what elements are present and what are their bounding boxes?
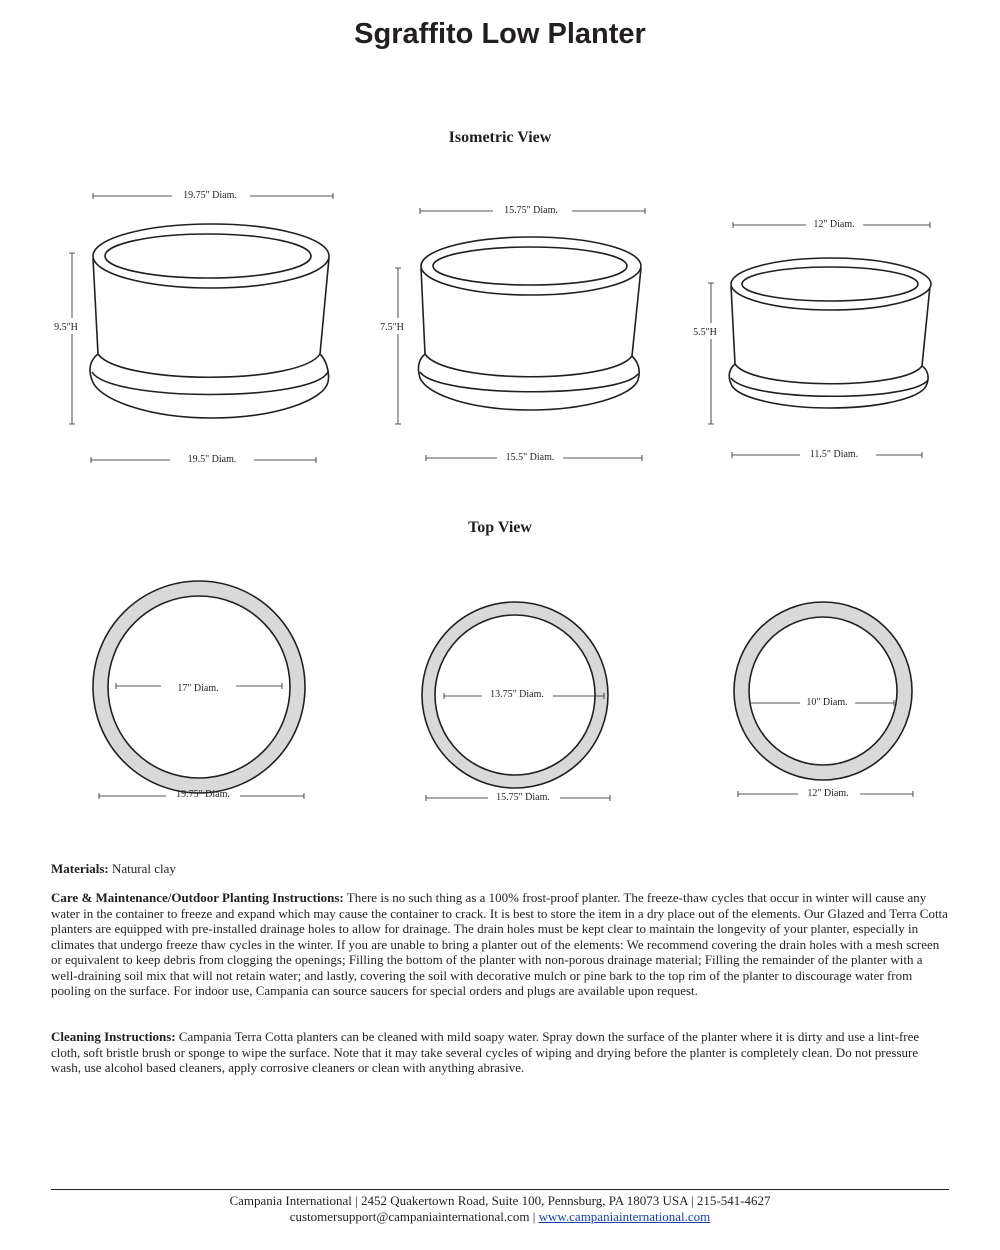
care-label: Care & Maintenance/Outdoor Planting Instructions: [51, 890, 344, 905]
isometric-planter-medium [418, 237, 641, 410]
top-medium-inner-diameter: 13.75" Diam. [490, 689, 544, 700]
isometric-planter-large [90, 224, 329, 418]
isometric-planter-small [729, 258, 931, 408]
top-large-inner-diameter: 17" Diam. [177, 683, 219, 694]
top-large-outer-diameter: 19.75" Diam. [176, 789, 230, 800]
cleaning-label: Cleaning Instructions: [51, 1029, 176, 1044]
cleaning-text: Campania Terra Cotta planters can be cleaned with mild soapy water. Spray down the surface of the planter where it is dirty and use a lint-free cloth, soft bristle brush or sponge to wipe the surface. Note that it may take several cycles of wiping and drying before the planter is completely clean. Do not pressure wash, use alcohol based cleaners, apply corrosive cleaners or clean with anything abrasive. [51, 1029, 920, 1075]
footer-website-link[interactable]: www.campaniainternational.com [538, 1209, 711, 1224]
top-medium-outer-diameter: 15.75" Diam. [496, 792, 550, 803]
iso-large-bottom-diameter: 19.5" Diam. [187, 454, 237, 465]
iso-small-bottom-diameter: 11.5" Diam. [809, 449, 859, 460]
materials-paragraph [51, 861, 951, 877]
iso-large-top-diameter: 19.75" Diam. [183, 190, 237, 201]
cleaning-paragraph [51, 1029, 951, 1076]
iso-small-height: 5.5"H [693, 327, 717, 338]
iso-medium-bottom-diameter: 15.5" Diam. [505, 452, 555, 463]
footer-divider [51, 1189, 949, 1190]
footer-contact [0, 1209, 1000, 1225]
care-text: There is no such thing as a 100% frost-proof planter. The freeze-thaw cycles that occur in winter will cause any water in the container to freeze and expand which may cause the container to crack. It is best to store the item in a dry place out of the elements. Our Glazed and Terra Cotta planters are equipped with pre-installed drainage holes to allow for drainage. The drain holes must be kept clear to maintain the longevity of your planter, especially in climates that undergo freeze thaw cycles in the winter. If you are unable to bring a planter out of the elements: We recommend covering the drain holes with a mesh screen or equivalent to keep debris from clogging the openings; Filling the bottom of the planter with non-porous drainage material; Filling the remainder of the planter with a well-draining soil mix that will not retain water; and lastly, covering the soil with decorative mulch or pine bark to the top rim of the planter to discourage water from pooling on the surface. For indoor use, Campania can source saucers for special orders and plugs are available upon request. [51, 890, 948, 998]
top-small-outer-diameter: 12" Diam. [807, 788, 849, 799]
materials-text: Natural clay [112, 861, 176, 876]
footer-address: Campania International | 2452 Quakertown Road, Suite 100, Pennsburg, PA 18073 USA | 215-541-4627 [229, 1193, 771, 1208]
footer-separator: | [532, 1209, 536, 1224]
materials-label: Materials: [51, 861, 109, 876]
iso-medium-top-diameter: 15.75" Diam. [504, 205, 558, 216]
top-view-heading: Top View [468, 519, 532, 536]
top-view-ring-small [734, 602, 912, 780]
isometric-view-heading: Isometric View [448, 129, 552, 146]
page-title: Sgraffito Low Planter [354, 18, 646, 50]
iso-large-height: 9.5"H [54, 322, 78, 333]
care-paragraph [51, 890, 951, 999]
top-small-inner-diameter: 10" Diam. [806, 697, 848, 708]
iso-medium-height: 7.5"H [380, 322, 404, 333]
iso-small-top-diameter: 12" Diam. [813, 219, 855, 230]
footer-email: customersupport@campaniainternational.com [289, 1209, 530, 1224]
